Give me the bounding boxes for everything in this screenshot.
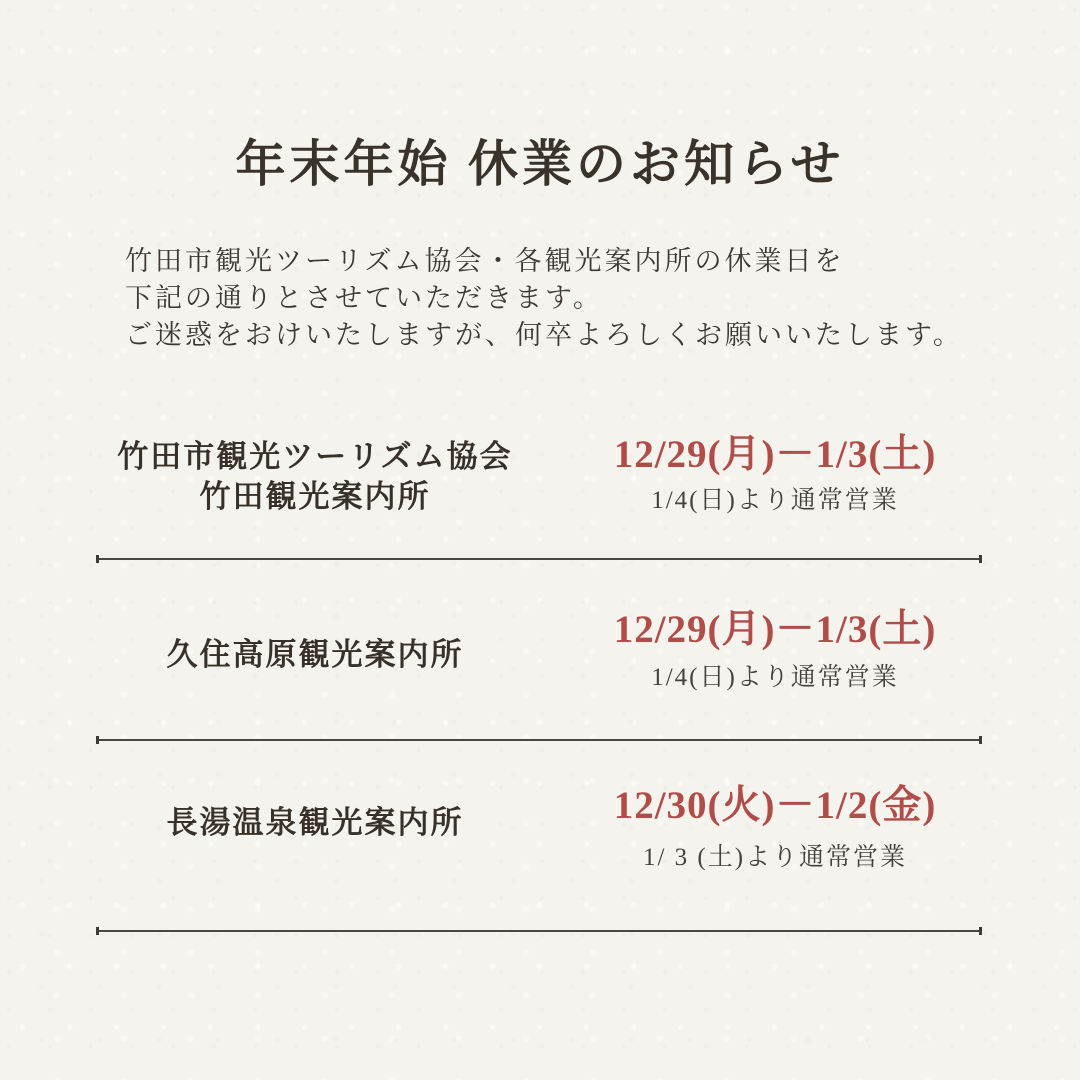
office-name-kuju [55,635,575,675]
page-title: 年末年始 休業のお知らせ [235,136,845,192]
office-name-line: 竹田市観光ツーリズム協会 [117,439,513,474]
closure-period-takeda: 12/29(月)－1/3(土) [613,433,937,476]
closure-period-kuju: 12/29(月)－1/3(土) [613,608,937,651]
office-name-line: 久住高原観光案内所 [166,637,464,672]
section-divider [97,739,981,741]
intro-line-3: ご迷惑をおけいたしますが、何卒よろしくお願いいたします。 [125,320,963,350]
office-name-takeda [55,437,575,517]
office-name-nagayu [55,803,575,843]
intro-text [125,243,963,354]
reopen-note-takeda: 1/4(日)より通常営業 [651,487,899,514]
section-divider [97,930,981,932]
intro-line-1: 竹田市観光ツーリズム協会・各観光案内所の休業日を [125,246,845,276]
reopen-note-nagayu: 1/ 3 (土)より通常営業 [642,844,908,871]
intro-line-2: 下記の通りとさせていただきます。 [125,283,603,313]
closure-period-nagayu: 12/30(火)－1/2(金) [613,784,937,827]
section-divider [97,558,981,560]
reopen-note-kuju: 1/4(日)より通常営業 [651,664,899,691]
office-name-line: 竹田観光案内所 [199,479,431,514]
office-name-line: 長湯温泉観光案内所 [166,805,464,840]
